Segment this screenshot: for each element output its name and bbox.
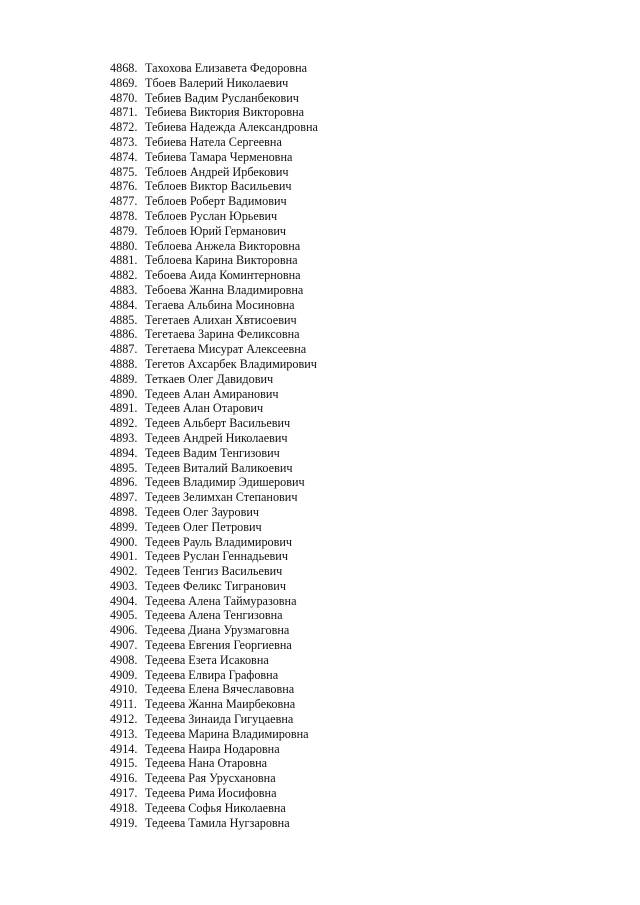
list-item [110,668,318,683]
entry-name: Тегетаева Зарина Феликсовна [145,327,300,342]
entry-name: Тебиева Натела Сергеевна [145,134,282,149]
entry-name: Тегетаева Мисурат Алексеевна [145,342,307,357]
entry-number: 4869. [110,75,138,90]
entry-number: 4881. [110,253,138,268]
entry-number: 4878. [110,208,138,223]
entry-name: Тедеев Олег Петрович [145,519,262,534]
entry-name: Теткаев Олег Давидович [145,371,274,386]
list-item [110,401,318,416]
entry-number: 4915. [110,756,138,771]
entry-name: Тедеева Евгения Георгиевна [145,638,292,653]
list-item [110,298,318,313]
entry-number: 4906. [110,623,138,638]
entry-name: Теблоев Виктор Васильевич [145,179,292,194]
list-item [110,564,318,579]
list-item [110,712,318,727]
entry-number: 4883. [110,282,138,297]
entry-number: 4880. [110,238,138,253]
list-item [110,594,318,609]
entry-name: Тедеев Альберт Васильевич [145,416,291,431]
list-item [110,505,318,520]
entry-number: 4902. [110,564,138,579]
entry-name: Тедеева Алена Тенгизовна [145,608,283,623]
entry-number: 4879. [110,223,138,238]
entry-name: Тедеева Нана Отаровна [145,756,268,771]
entry-number: 4905. [110,608,138,623]
entry-number: 4907. [110,638,138,653]
entry-number: 4897. [110,490,138,505]
entry-name: Тедеев Виталий Валикоевич [145,460,293,475]
entry-number: 4891. [110,401,138,416]
entry-name: Тедеев Руслан Геннадьевич [145,549,288,564]
entry-number: 4870. [110,90,138,105]
entry-name: Тебоева Жанна Владимировна [145,282,304,297]
entry-number: 4895. [110,460,138,475]
entry-name: Теблоев Руслан Юрьевич [145,208,278,223]
list-item [110,535,318,550]
list-item [110,801,318,816]
entry-name: Тедеев Алан Амиранович [145,386,279,401]
entry-name: Тедеев Зелимхан Степанович [145,490,298,505]
entry-name: Тегаева Альбина Мосиновна [145,297,295,312]
list-item [110,209,318,224]
list-item [110,786,318,801]
list-item [110,490,318,505]
list-item [110,165,318,180]
entry-name: Тедеева Езета Исаковна [145,652,269,667]
entry-name: Тедеева Алена Таймуразовна [145,593,297,608]
entry-number: 4917. [110,786,138,801]
entry-number: 4872. [110,120,138,135]
list-item [110,416,318,431]
entry-name: Тедеева Елена Вячеславовна [145,682,295,697]
list-item [110,431,318,446]
entry-number: 4888. [110,356,138,371]
entry-number: 4871. [110,105,138,120]
list-item [110,194,318,209]
list-item [110,520,318,535]
entry-name: Тедеев Андрей Николаевич [145,430,288,445]
entry-number: 4890. [110,386,138,401]
entry-name: Тбоев Валерий Николаевич [145,75,289,90]
entry-name: Тедеев Олег Заурович [145,504,259,519]
list-item [110,372,318,387]
list-item [110,135,318,150]
entry-name: Тедеева Елвира Графовна [145,667,279,682]
entry-name: Теблоев Андрей Ирбекович [145,164,289,179]
entry-number: 4918. [110,800,138,815]
entry-number: 4874. [110,149,138,164]
entry-name: Теблоева Анжела Викторовна [145,238,301,253]
list-item [110,446,318,461]
entry-number: 4868. [110,61,138,75]
list-item [110,313,318,328]
list-item [110,283,318,298]
entry-number: 4873. [110,134,138,149]
entry-number: 4914. [110,741,138,756]
list-item [110,682,318,697]
list-item [110,623,318,638]
entry-number: 4886. [110,327,138,342]
entry-name: Тедеев Алан Отарович [145,401,264,416]
entry-name: Тебиева Надежда Александровна [145,120,318,135]
entry-name: Тедеев Феликс Тигранович [145,578,286,593]
entry-number: 4896. [110,475,138,490]
entry-number: 4903. [110,578,138,593]
list-item [110,697,318,712]
entry-name: Тедеева Рая Урусхановна [145,771,276,786]
entry-name: Тахохова Елизавета Федоровна [145,61,308,75]
entry-number: 4887. [110,342,138,357]
entry-name: Тедеева Тамила Нугзаровна [145,815,290,830]
list-item [110,742,318,757]
entry-name: Тебиев Вадим Русланбекович [145,90,299,105]
entry-number: 4909. [110,667,138,682]
entry-name: Тегетов Ахсарбек Владимирович [145,356,317,371]
entry-name: Тедеев Вадим Тенгизович [145,445,280,460]
entry-name: Теблоев Юрий Германович [145,223,287,238]
entry-number: 4875. [110,164,138,179]
entry-name: Тедеева Жанна Маирбековна [145,697,296,712]
entry-name: Тедеев Рауль Владимирович [145,534,293,549]
list-item [110,342,318,357]
list-item [110,268,318,283]
entry-number: 4919. [110,815,138,830]
list-item [110,239,318,254]
list-item [110,327,318,342]
list-item [110,91,318,106]
list-item [110,638,318,653]
list-item [110,150,318,165]
entry-name: Теблоева Карина Викторовна [145,253,298,268]
entry-number: 4889. [110,371,138,386]
entry-name: Тедеева Диана Урузмаговна [145,623,290,638]
numbered-name-list [110,61,318,830]
list-item [110,461,318,476]
list-item [110,76,318,91]
entry-name: Теблоев Роберт Вадимович [145,194,287,209]
entry-name: Тебоева Аида Коминтерновна [145,268,301,283]
entry-number: 4893. [110,430,138,445]
list-item [110,579,318,594]
entry-name: Тебиева Виктория Викторовна [145,105,305,120]
entry-number: 4908. [110,652,138,667]
list-item [110,771,318,786]
entry-number: 4911. [110,697,137,712]
entry-number: 4904. [110,593,138,608]
entry-name: Тедеев Владимир Эдишерович [145,475,305,490]
entry-number: 4877. [110,194,138,209]
list-item [110,105,318,120]
list-item [110,549,318,564]
list-item [110,387,318,402]
list-item [110,224,318,239]
entry-number: 4885. [110,312,138,327]
entry-number: 4910. [110,682,138,697]
entry-name: Тебиева Тамара Черменовна [145,149,293,164]
entry-number: 4912. [110,712,138,727]
list-item [110,756,318,771]
entry-name: Тедеева Зинаида Гигуцаевна [145,712,294,727]
entry-number: 4901. [110,549,138,564]
entry-name: Тегетаев Алихан Хвтисоевич [145,312,297,327]
list-item [110,727,318,742]
entry-number: 4916. [110,771,138,786]
list-item [110,653,318,668]
entry-name: Тедеева Марина Владимировна [145,726,309,741]
list-item [110,179,318,194]
entry-number: 4876. [110,179,138,194]
list-item [110,816,318,831]
list-item [110,120,318,135]
entry-number: 4882. [110,268,138,283]
entry-name: Тедеева Рима Иосифовна [145,786,277,801]
list-item [110,61,318,76]
entry-name: Тедеев Тенгиз Васильевич [145,564,283,579]
entry-number: 4892. [110,416,138,431]
entry-name: Тедеева Софья Николаевна [145,800,286,815]
list-item [110,357,318,372]
list-item [110,608,318,623]
entry-number: 4899. [110,519,138,534]
entry-number: 4884. [110,297,138,312]
entry-number: 4894. [110,445,138,460]
list-item [110,253,318,268]
entry-number: 4900. [110,534,138,549]
list-item [110,475,318,490]
entry-number: 4898. [110,504,138,519]
entry-name: Тедеева Наира Нодаровна [145,741,280,756]
entry-number: 4913. [110,726,138,741]
